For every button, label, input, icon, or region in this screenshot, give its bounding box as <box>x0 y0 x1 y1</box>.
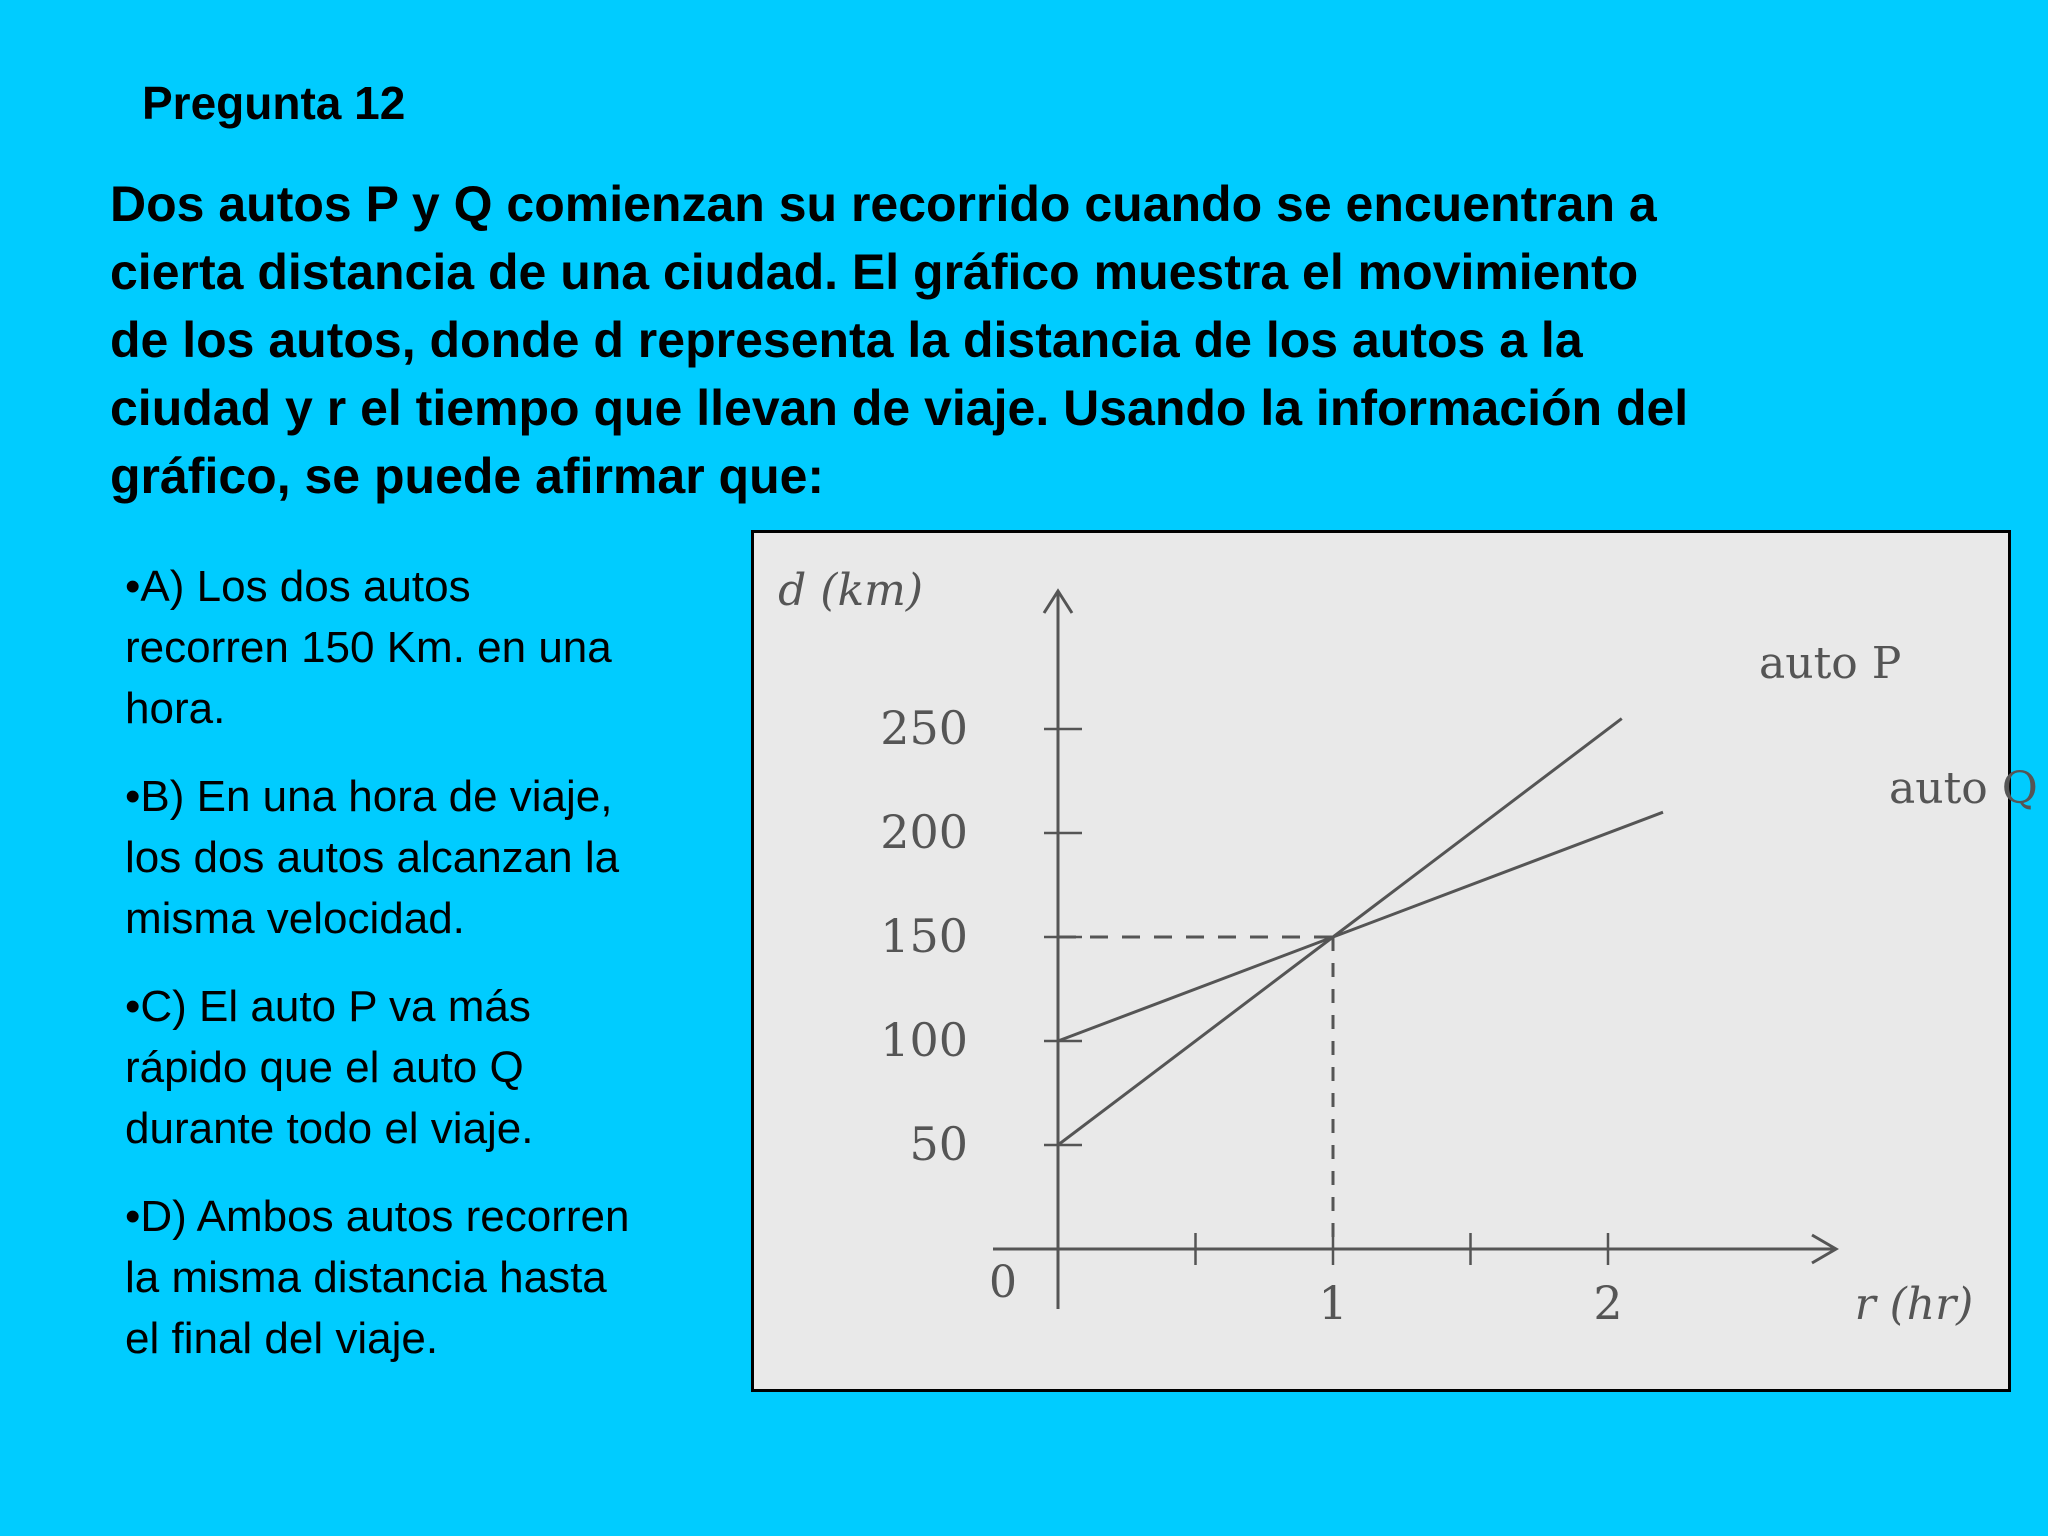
option-b <box>125 766 725 949</box>
option-line: •C) El auto P va más <box>125 982 531 1031</box>
distance-time-chart <box>751 530 2038 1392</box>
option-line: •A) Los dos autos <box>125 562 471 611</box>
question-text <box>110 170 1990 510</box>
option-line: •B) En una hora de viaje, <box>125 772 613 821</box>
option-line: misma velocidad. <box>125 894 465 943</box>
question-line: cierta distancia de una ciudad. El gráfico muestra el movimiento <box>110 244 1639 300</box>
x-tick-label: 1 <box>1318 1276 1348 1330</box>
y-tick-label: 100 <box>880 1013 968 1067</box>
chart-svg <box>754 533 2038 1389</box>
series-label-auto-q: auto Q <box>1889 763 2038 814</box>
y-axis-label: d (km) <box>778 565 923 616</box>
series-line-auto-p <box>1058 719 1622 1145</box>
question-line: Dos autos P y Q comienzan su recorrido cuando se encuentran a <box>110 176 1657 232</box>
option-line: los dos autos alcanzan la <box>125 833 620 882</box>
question-line: gráfico, se puede afirmar que: <box>110 448 825 504</box>
y-tick-label: 200 <box>880 805 968 859</box>
option-c <box>125 976 725 1159</box>
option-line: hora. <box>125 684 226 733</box>
option-line: •D) Ambos autos recorren <box>125 1192 630 1241</box>
series-label-auto-p: auto P <box>1759 638 1902 689</box>
y-tick-label: 250 <box>880 701 968 755</box>
y-tick-label: 50 <box>909 1117 968 1171</box>
origin-label: 0 <box>989 1257 1017 1308</box>
option-line: rápido que el auto Q <box>125 1043 524 1092</box>
option-line: el final del viaje. <box>125 1314 439 1363</box>
option-d <box>125 1186 725 1369</box>
option-line: durante todo el viaje. <box>125 1104 534 1153</box>
answer-options <box>125 556 725 1396</box>
series-line-auto-q <box>1058 812 1663 1041</box>
question-line: ciudad y r el tiempo que llevan de viaje. Usando la información del <box>110 380 1689 436</box>
x-tick-label: 2 <box>1593 1276 1623 1330</box>
x-axis-label: r (hr) <box>1854 1279 1974 1330</box>
option-line: recorren 150 Km. en una <box>125 623 612 672</box>
option-a <box>125 556 725 739</box>
y-tick-label: 150 <box>880 909 968 963</box>
question-line: de los autos, donde d representa la distancia de los autos a la <box>110 312 1583 368</box>
option-line: la misma distancia hasta <box>125 1253 607 1302</box>
question-number: Pregunta 12 <box>142 77 406 129</box>
